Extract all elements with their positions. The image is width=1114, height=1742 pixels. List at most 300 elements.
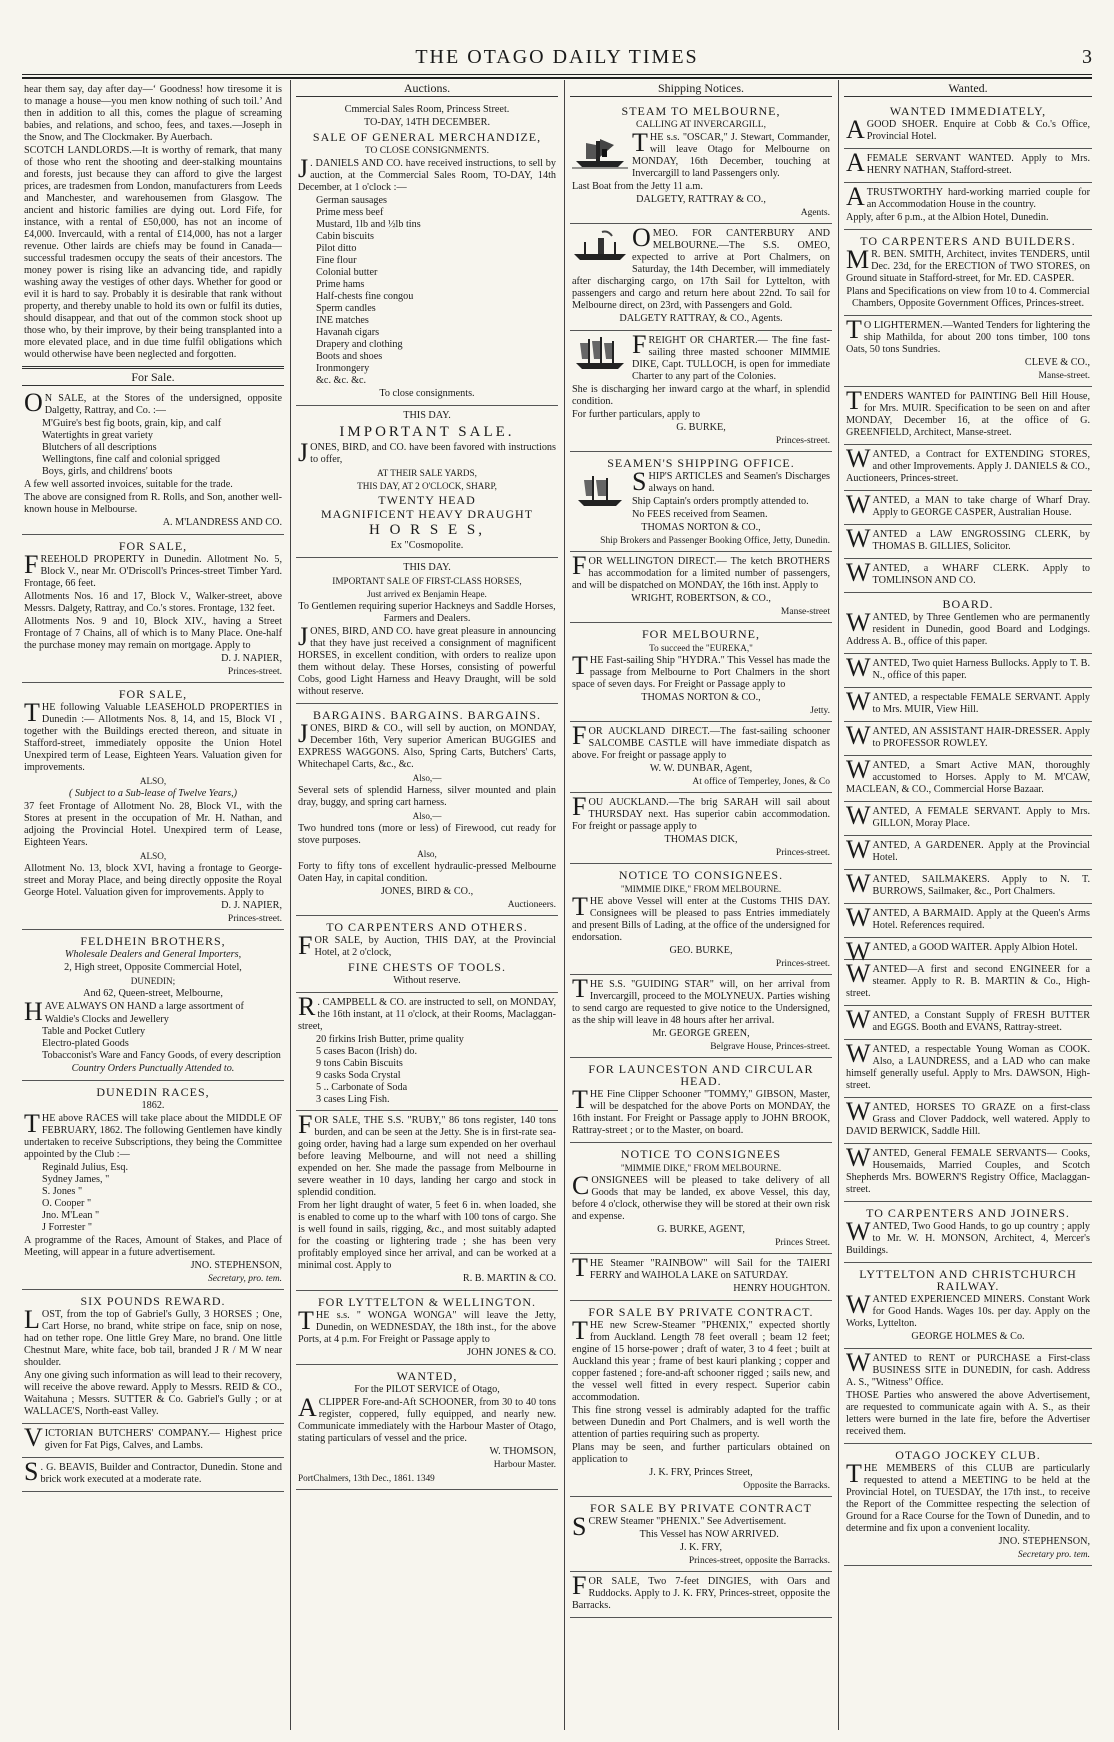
drop-cap: O bbox=[24, 388, 43, 417]
ad-wharf-clerk bbox=[844, 559, 1092, 593]
column-3 bbox=[570, 80, 832, 1730]
column-2 bbox=[296, 80, 558, 1730]
ad-painting-tenders bbox=[844, 387, 1092, 445]
ad-title: DUNEDIN RACES, bbox=[96, 1085, 210, 1099]
ad-title: IMPORTANT SALE. bbox=[339, 424, 515, 440]
ad-title: IMPORTANT SALE OF FIRST-CLASS HORSES, bbox=[332, 576, 522, 586]
ad-text: ONES, BIRD, and CO. have been favored with instructions to offer, bbox=[310, 442, 556, 465]
ad-also: ALSO, bbox=[139, 851, 167, 861]
ad-title: BARGAINS. BARGAINS. BARGAINS. bbox=[312, 708, 542, 722]
ad-footer: To close consignments. bbox=[379, 388, 475, 399]
article-scotch-landlords: SCOTCH LANDLORDS.—It is worthy of remark, that many of those who rent the shooting and deer-stalking mountains and forests, just because they can afford to give the largest prices, are tradesmen from London, manufacturers from Leeds and Manchester, and warehousemen from Glasgow. The ancient and historic families are dying out. Lord Fife, for instance, with a rental of £50,000, has not an income of £4,000. Invercauld, with a rental of £14,000, has not a larger revenue. Other lairds are chiefs may be found in Canada—successful tradesmen occupy the seats of their ancestors. The money power is rising like an advancing tide, and rapidly washing away the vestiges of other days. Whether for good or evil it is hard to say. Probably it is desirable that rank without property, and thereby unable to hold its own or fulfil its duties, should disappear, and that out of the common stock shoot up those who, by their improve, by their being transplanted into a more elevated place, and in due time fulfil obligations which would otherwise have been neglected and forgotten. bbox=[24, 145, 282, 360]
drop-cap: M bbox=[846, 245, 870, 274]
ad-text: ONSIGNEES will be pleased to take delivery of all Goods that may be landed, ex above Vessel, this day, before 4 o'clock, otherwise they will be stored at their own risk and expense. bbox=[572, 1175, 830, 1222]
article-continuation bbox=[22, 80, 284, 369]
drop-cap: L bbox=[24, 1305, 40, 1334]
ad-text: HE MEMBERS of this CLUB are particularly requested to attend a MEETING to be held at the Provincial Hotel, on TUESDAY, the 17th inst., to receive the Report of the Committee respecting the selection of Ground for a Race Course for the Town of Dunedin, and to determine and fix upon a convenient locality. bbox=[846, 1463, 1090, 1534]
ad-text: A few well assorted invoices, suitable for the trade. bbox=[24, 479, 233, 490]
ad-text: ANTED, a respectable FEMALE SERVANT. Apply to Mrs. MUIR, View Hill. bbox=[872, 692, 1090, 715]
drop-cap: W bbox=[846, 558, 871, 587]
ad-female-servants-general bbox=[844, 1144, 1092, 1202]
ad-pilot-schooner bbox=[296, 1365, 558, 1490]
ad-launceston bbox=[570, 1058, 832, 1143]
ad-lightermen bbox=[844, 316, 1092, 387]
drop-cap: T bbox=[24, 698, 40, 727]
ad-signature: W. THOMSON, bbox=[489, 1446, 556, 1457]
ad-signature: GEORGE HOLMES & Co. bbox=[911, 1331, 1025, 1342]
ad-text: ANTED, a Constant Supply of FRESH BUTTER and EGGS. Booth and EVANS, Rattray-street. bbox=[872, 1010, 1090, 1033]
ad-address: Princes-street. bbox=[227, 914, 282, 924]
ad-title: SALE OF GENERAL MERCHANDIZE, bbox=[312, 130, 542, 144]
drop-cap: W bbox=[846, 937, 871, 966]
ad-text: HE Steamer "RAINBOW" will Sail for the TAIERI FERRY and WAIHOLA LAKE on SATURDAY. bbox=[589, 1258, 830, 1281]
ad-railway-miners bbox=[844, 1263, 1092, 1349]
ad-subtitle: For the PILOT SERVICE of Otago, bbox=[354, 1384, 500, 1395]
ad-text: R. BEN. SMITH, Architect, invites TENDERS, until Dec. 23d, for the ERECTION of TWO STORES, on Ground situate in Stafford-street, for Mr. ED. CASPER. bbox=[846, 249, 1090, 284]
ad-phoenix-arrived bbox=[570, 1497, 832, 1572]
ad-address: Secretary pro. tem. bbox=[1017, 1550, 1090, 1560]
drop-cap: W bbox=[846, 444, 871, 473]
ad-omeo bbox=[570, 224, 832, 331]
ad-rainbow bbox=[570, 1254, 832, 1301]
ad-signature: GEO. BURKE, bbox=[669, 945, 733, 956]
drop-cap: T bbox=[846, 315, 862, 344]
ad-also: ALSO, bbox=[139, 776, 167, 786]
page-number: 3 bbox=[1082, 46, 1092, 68]
drop-cap: T bbox=[572, 1253, 588, 1282]
ad-subtitle: Ex "Cosmopolite. bbox=[390, 540, 464, 551]
ad-text: MEO. FOR CANTERBURY AND MELBOURNE.—The S.S. OMEO, expected to arrive at Port Chalmers, on Saturday, the 14th December, will immediately after discharging cargo, on 17th Sail for Lyttelton, with passengers and cargo and return here about 22nd. To sail for Melbourne direct, on 23rd, with Passengers and Gold. bbox=[572, 228, 830, 311]
drop-cap: T bbox=[572, 1316, 588, 1345]
ad-address: Ship Brokers and Passenger Booking Office, Jetty, Dunedin. bbox=[600, 536, 830, 546]
article-text: hear them say, day after day—‘ Goodness! how tiresome it is to manage a house—you men know nothing of such toil.’ And then in addition to all this, comes the plague of screaming babies, and relations, and schoo, fees, and taxes.—Joseph in the Snow, and The Clockmaker. By Auerbach. bbox=[24, 84, 282, 143]
ad-footer: PortChalmers, 13th Dec., 1861. 1349 bbox=[298, 1473, 435, 1483]
ad-female-servant-3 bbox=[844, 802, 1092, 836]
ad-title: WANTED IMMEDIATELY, bbox=[889, 104, 1047, 118]
ad-text: ONES, BIRD & CO., will sell by auction, on MONDAY, December 16th, Very superior American BUGGIES and EXPRESS WAGGONS. Also, Spring Carts, Butchers' Carts, Whitechapel Carts, &c., &c. bbox=[298, 723, 556, 770]
ad-title: BOARD. bbox=[942, 597, 994, 611]
ad-text: Allotments Nos. 16 and 17, Block V., Walker-street, above Messrs. Dalgety, Rattray, and Co.'s stores. Frontage, 132 feet. bbox=[24, 591, 282, 614]
ad-wharf-dray bbox=[844, 491, 1092, 525]
ad-text: HE s.s. "OSCAR," J. Stewart, Commander, will leave Otago for Melbourne on MONDAY, 16th December, touching at Invercargill to land Passengers only. bbox=[632, 132, 830, 179]
ad-ss-ruby bbox=[296, 1111, 558, 1291]
ad-text: ANTED, a WHARF CLERK. Apply to TOMLINSON AND CO. bbox=[872, 563, 1090, 586]
ad-title: FOR SALE, bbox=[118, 539, 188, 553]
ad-list: 20 firkins Irish Butter, prime quality 5 cases Bacon (Irish) do. 9 tons Cabin Biscuits 9 casks Soda Crystal 5 .. Carbonate of Soda 3 cases Ling Fish. bbox=[316, 1034, 464, 1105]
drop-cap: T bbox=[298, 1306, 314, 1335]
ad-text: ANTED—A first and second ENGINEER for a steamer. Apply to R. B. MARTIN & Co., High-street. bbox=[846, 964, 1090, 999]
ad-text: REEHOLD PROPERTY in Dunedin. Allotment No. 5, Block V., near Mr. O'Driscoll's Princes-street Timber Yard. Frontage, 66 feet. bbox=[24, 554, 282, 589]
ad-text: ANTED, by Three Gentlemen who are permanently resident in Dunedin, good Board and Lodgings. Address A. B., office of this paper. bbox=[846, 612, 1090, 647]
ad-also: Also, bbox=[417, 849, 437, 859]
ad-signature: Mr. GEORGE GREEN, bbox=[652, 1028, 750, 1039]
ad-text: OR SALE, by Auction, THIS DAY, at the Provincial Hotel, at 2 o'clock, bbox=[314, 935, 556, 958]
ad-footer: Country Orders Punctually Attended to. bbox=[71, 1063, 235, 1074]
ad-text: ANTED, AN ASSISTANT HAIR-DRESSER. Apply to PROFESSOR ROWLEY. bbox=[872, 726, 1090, 749]
ad-text: OR WELLINGTON DIRECT.— The ketch BROTHERS has accommodation for a limited number of passengers, and will be dispatched on MONDAY, the 16th inst. Apply to bbox=[572, 556, 830, 591]
ad-address: Princes-street. bbox=[775, 959, 830, 969]
ad-freight-or-charter bbox=[570, 331, 832, 452]
ad-barmaid bbox=[844, 904, 1092, 938]
drop-cap: F bbox=[572, 792, 587, 821]
ad-text: Last Boat from the Jetty 11 a.m. bbox=[572, 181, 703, 192]
ad-text: Ship Captain's orders promptly attended to. bbox=[632, 496, 809, 507]
ad-text: GOOD SHOER. Enquire at Cobb & Co.'s Office, Provincial Hotel. bbox=[866, 119, 1090, 142]
section-heading-shipping-notices: Shipping Notices. bbox=[570, 82, 832, 97]
drop-cap: W bbox=[846, 1143, 871, 1172]
drop-cap: T bbox=[24, 1109, 40, 1138]
ad-phoenix-contract bbox=[570, 1301, 832, 1497]
drop-cap: W bbox=[846, 869, 871, 898]
ad-text: ANTED, SAILMAKERS. Apply to N. T. BURROWS, Sailmaker, &c., Port Chalmers. bbox=[872, 874, 1090, 897]
drop-cap: F bbox=[572, 721, 587, 750]
drop-cap: C bbox=[572, 1171, 590, 1200]
ad-cook bbox=[844, 1040, 1092, 1098]
ad-address: Agents. bbox=[800, 208, 830, 218]
ad-feldhein-brothers bbox=[22, 930, 284, 1081]
ad-title: FOR SALE BY PRIVATE CONTRACT bbox=[589, 1501, 813, 1515]
ad-text: She is discharging her inward cargo at the wharf, in splendid condition. bbox=[572, 384, 830, 407]
ad-bargains bbox=[296, 704, 558, 916]
drop-cap: W bbox=[846, 608, 871, 637]
ad-chests-of-tools bbox=[296, 916, 558, 993]
ad-subtitle: Cmmercial Sales Room, Princess Street. bbox=[344, 104, 510, 115]
drop-cap: T bbox=[572, 651, 588, 680]
ad-signature: DALGETY, RATTRAY & CO., bbox=[636, 194, 766, 205]
ad-title: NOTICE TO CONSIGNEES bbox=[620, 1147, 782, 1161]
drop-cap: A bbox=[298, 1393, 317, 1422]
ad-title: FOR SALE BY PRIVATE CONTRACT. bbox=[588, 1305, 814, 1319]
ad-subtitle: CALLING AT INVERCARGILL, bbox=[636, 120, 766, 130]
ad-also: Also,— bbox=[412, 773, 442, 783]
ad-text: ANTED, a GOOD WAITER. Apply Albion Hotel. bbox=[872, 942, 1078, 953]
sailing-ship-icon bbox=[572, 472, 628, 510]
drop-cap: J bbox=[298, 154, 309, 183]
ad-business-site bbox=[844, 1349, 1092, 1444]
ad-engineer bbox=[844, 960, 1092, 1006]
ad-text: ANTED a LAW ENGROSSING CLERK, by THOMAS B. GILLIES, Solicitor. bbox=[872, 529, 1090, 552]
ad-text: Plans may be seen, and further particulars obtained on application to bbox=[572, 1442, 830, 1465]
ad-freehold-sale bbox=[22, 535, 284, 683]
ad-general-merchandize bbox=[296, 100, 558, 406]
section-heading-for-sale: For Sale. bbox=[22, 371, 284, 386]
ad-address: At office of Temperley, Jones, & Co bbox=[692, 777, 830, 787]
ad-text: . CAMPBELL & CO. are instructed to sell, on MONDAY, the 16th instant, at 11 o'clock, at their Rooms, Maclaggan-street, bbox=[298, 997, 556, 1032]
ad-extending-stores bbox=[844, 445, 1092, 491]
ad-text: 37 feet Frontage of Allotment No. 28, Block VI., with the Stores at present in the occupation of Mr. H. Nathan, and adjoing the Provincial Hotel. Unexpired term of Lease, Eighteen Years. bbox=[24, 801, 282, 848]
ad-text: ENDERS WANTED for PAINTING Bell Hill House, for Mrs. MUIR. Specification to be seen on and after MONDAY, December 16, at the office of G. GREENFIELD, Architect, Manse-street. bbox=[846, 391, 1090, 438]
ad-guiding-star bbox=[570, 975, 832, 1058]
ad-address: Princes-street. bbox=[227, 667, 282, 677]
ad-address: Manse-street bbox=[780, 607, 830, 617]
drop-cap: T bbox=[572, 1085, 588, 1114]
ad-subtitle: To Gentlemen requiring superior Hackneys and Saddle Horses, Farmers and Dealers. bbox=[298, 601, 556, 624]
ad-subtitle: This Vessel has NOW ARRIVED. bbox=[639, 1529, 779, 1540]
ad-subtitle: Without reserve. bbox=[393, 975, 461, 986]
ad-address: Princes Street. bbox=[775, 1238, 830, 1248]
ad-title: STEAM TO MELBOURNE, bbox=[621, 104, 781, 118]
ad-text: HE following Valuable LEASEHOLD PROPERTIES in Dunedin :— Allotments Nos. 8, 14, and 15, Block VI , together with the Buildings erected thereon, and situate in Stafford-street, immediately opposite the Union Hotel Unexpired term of Lease, Eighteen Years. Valuation given for improvements. bbox=[24, 702, 282, 773]
drop-cap: W bbox=[846, 687, 871, 716]
ad-signature: D. J. NAPIER, bbox=[221, 653, 282, 664]
drop-cap: F bbox=[298, 1110, 313, 1139]
drop-cap: J bbox=[298, 622, 309, 651]
ad-title: FOR MELBOURNE, bbox=[641, 627, 760, 641]
drop-cap: F bbox=[572, 551, 587, 580]
ad-waiter bbox=[844, 937, 1092, 966]
ad-text: HE new Screw-Steamer "PHŒNIX," expected shortly from Auckland. Length 78 feet overall ; beam 12 feet; engine of 15 horse-power ; draft of water, 3 to 4 feet ; built at Auckland this year ; frame of best kauri planking ; copper and copper fastened ; fore-and-aft schooner rigged ; sails new, and the vessel well fitted in every respect. Superior cabin accommodation. bbox=[572, 1320, 830, 1403]
ad-text: ICTORIAN BUTCHERS' COMPANY.— Highest price given for Fat Pigs, Calves, and Lambs. bbox=[44, 1428, 282, 1451]
drop-cap: W bbox=[846, 1348, 871, 1377]
ad-signature: THOMAS DICK, bbox=[664, 834, 738, 845]
ad-signature: J. K. FRY, bbox=[680, 1542, 722, 1553]
ad-text: For further particulars, apply to bbox=[572, 409, 701, 420]
ad-text: ANTED, a MAN to take charge of Wharf Dray. Apply to GEORGE CASPER, Australian House. bbox=[872, 495, 1090, 518]
drop-cap: S bbox=[632, 467, 647, 496]
ad-title: TO CARPENTERS AND BUILDERS. bbox=[860, 234, 1076, 248]
ad-text: OU AUCKLAND.—The brig SARAH will sail about THURSDAY next. Has superior cabin accommodation. For freight or passage apply to bbox=[572, 797, 830, 832]
ad-signature: G. BURKE, bbox=[676, 422, 726, 433]
ad-address: Opposite the Barracks. bbox=[743, 1481, 830, 1491]
ad-address: Belgrave House, Princes-street. bbox=[710, 1042, 830, 1052]
ad-subtitle: TO-DAY, 14TH DECEMBER. bbox=[363, 117, 491, 128]
ad-text: ANTED, Two quiet Harness Bullocks. Apply to T. B. N., office of this paper. bbox=[872, 658, 1090, 681]
ad-title: FOR LYTTELTON & WELLINGTON. bbox=[317, 1295, 536, 1309]
ad-title: WANTED, bbox=[396, 1369, 458, 1383]
ad-auckland-direct bbox=[570, 722, 832, 793]
ad-text: From her light draught of water, 5 feet 6 in. when loaded, she is enabled to come up to the wharf with 100 tons of cargo. She is well found in sails, rigging, &c., and most suitably adapted for the coasting or lightering trade ; she has been very profitably employed since her arrival, and can be worked at a minimal cost. Apply to bbox=[298, 1200, 556, 1271]
drop-cap: F bbox=[298, 931, 313, 960]
ad-text: Any one giving such information as will lead to their recovery, will receive the above reward. Apply to Messrs. REID & CO., Waitahuna ; Messrs. SUTTER & Co. Gabriel's Gully ; or at WALLACE'S, North-east Valley. bbox=[24, 1370, 282, 1417]
ad-text: HE Fine Clipper Schooner "TOMMY," GIBSON, Master, will be despatched for the above Ports on MONDAY, the 16th instant. For Freight or Passage apply to JOHN BROOK, Rattray-street ; or to the Master, on board. bbox=[572, 1089, 830, 1136]
ad-list: M'Guire's best fig boots, grain, kip, and calf Watertights in great variety Blutchers of all descriptions Wellingtons, fine calf and colonial sprigged Boys, girls, and childrens' boots bbox=[42, 418, 222, 477]
ad-notice-to-consignees bbox=[570, 864, 832, 975]
ad-signature: DALGETY RATTRAY, & CO., Agents. bbox=[619, 313, 783, 324]
ad-signature: THOMAS NORTON & CO., bbox=[641, 692, 761, 703]
columns bbox=[22, 80, 1092, 1730]
ad-subtitle: TO CLOSE CONSIGNMENTS. bbox=[364, 146, 490, 156]
ad-text: HE s.s. " WONGA WONGA" will leave the Jetty, Dunedin, on WEDNESDAY, the 18th inst., for the above Ports, at 4 p.m. For Freight or Passage apply to bbox=[298, 1310, 556, 1345]
drop-cap: W bbox=[846, 755, 871, 784]
drop-cap: S bbox=[572, 1512, 587, 1541]
ad-year: 1862. bbox=[141, 1100, 165, 1111]
ad-signature: R. B. MARTIN & CO. bbox=[462, 1273, 556, 1284]
ad-signature: W. W. DUNBAR, Agent, bbox=[649, 763, 753, 774]
ad-text: HE S.S. "GUIDING STAR" will, on her arrival from Invercargill, proceed to the MOLYNEUX. Parties wishing to send cargo are requested to give notice to the Undersigned, as the ship will leave in 48 hours after her arrival. bbox=[572, 979, 830, 1026]
drop-cap: H bbox=[24, 997, 43, 1026]
ad-list: Waldie's Clocks and Jewellery Table and Pocket Cutlery Electro-plated Goods Tobacconist's Ware and Fancy Goods, of every description bbox=[42, 1014, 281, 1061]
ad-address: Secretary, pro. tem. bbox=[208, 1274, 282, 1284]
drop-cap: F bbox=[632, 330, 647, 359]
ad-female-servant bbox=[844, 149, 1092, 183]
ad-first-class-horses bbox=[296, 558, 558, 704]
ad-subtitle: FINE CHESTS OF TOOLS. bbox=[348, 960, 506, 974]
drop-cap: O bbox=[632, 223, 651, 252]
ad-subtitle: THIS DAY. bbox=[403, 562, 451, 573]
ad-law-clerk bbox=[844, 525, 1092, 559]
drop-cap: W bbox=[846, 903, 871, 932]
ad-address: Jetty. bbox=[810, 706, 830, 716]
ad-text: CREW Steamer "PHENIX." See Advertisement. bbox=[588, 1516, 787, 1527]
drop-cap: W bbox=[846, 524, 871, 553]
ad-subtitle: H O R S E S, bbox=[368, 522, 486, 538]
ad-text: FEMALE SERVANT WANTED. Apply to Mrs. HENRY NATHAN, Stafford-street. bbox=[866, 153, 1090, 176]
ad-title: FELDHEIN BROTHERS, bbox=[80, 934, 226, 948]
ad-signature: HENRY HOUGHTON. bbox=[733, 1283, 830, 1294]
masthead-rule-thick bbox=[22, 77, 1092, 79]
ad-text: THOSE Parties who answered the above Advertisement, are requested to communicate again with A. S., as their letters were burned in the late fire, before the Advertiser received them. bbox=[846, 1390, 1090, 1437]
ad-subtitle: Wholesale Dealers and General Importers, bbox=[64, 949, 242, 960]
ad-signature: JONES, BIRD & CO., bbox=[380, 886, 474, 897]
ad-text: The above are consigned from R. Rolls, and Son, another well-known house in Melbourse. bbox=[24, 492, 282, 515]
ad-text: HE above RACES will take place about the MIDDLE OF FEBRUARY, 1862. The following Gentlemen have kindly undertaken to receive Subscriptions, they being the Committee appointed by the Club :— bbox=[24, 1113, 282, 1160]
newspaper-title: THE OTAGO DAILY TIMES bbox=[415, 46, 699, 68]
ad-wellington-direct bbox=[570, 552, 832, 623]
ad-text: Apply, after 6 p.m., at the Albion Hotel, Dunedin. bbox=[846, 212, 1049, 223]
ad-text: ANTED, General FEMALE SERVANTS— Cooks, Housemaids, Married Couples, and Scotch Shepherds Mrs. BOWERN'S Registry Office, Maclaggan-street. bbox=[846, 1148, 1090, 1195]
ad-boots-sale bbox=[22, 389, 284, 535]
ad-text: OR SALE, Two 7-feet DINGIES, with Oars and Ruddocks. Apply to J. K. FRY, Princes-street, opposite the Barracks. bbox=[572, 1576, 830, 1611]
drop-cap: W bbox=[846, 801, 871, 830]
ad-address: Princes-street. bbox=[775, 848, 830, 858]
ad-text: A programme of the Races, Amount of Stakes, and Place of Meeting, will appear in a future advertisement. bbox=[24, 1235, 282, 1258]
ad-text: Two hundred tons (more or less) of Firewood, cut ready for stove purposes. bbox=[298, 823, 556, 846]
ad-signature: JOHN JONES & CO. bbox=[467, 1347, 556, 1358]
drop-cap: W bbox=[846, 835, 871, 864]
ad-address: Harbour Master. bbox=[493, 1460, 556, 1470]
drop-cap: W bbox=[846, 721, 871, 750]
ad-signature: WRIGHT, ROBERTSON, & CO., bbox=[631, 593, 771, 604]
ad-female-servant-2 bbox=[844, 688, 1092, 722]
ad-text: ANTED EXPERIENCED MINERS. Constant Work for Good Hands. Wages 10s. per day. Apply on the Works, Lyttelton. bbox=[846, 1294, 1090, 1329]
ad-hairdresser bbox=[844, 722, 1092, 756]
ad-important-sale-horses bbox=[296, 406, 558, 558]
ad-text: This fine strong vessel is admirably adapted for the traffic between Dunedin and Port Chalmers, and is well worth the attention of parties requiring such as property. bbox=[572, 1405, 830, 1440]
ad-address: Manse-street. bbox=[1038, 371, 1090, 381]
ad-text: ANTED, A FEMALE SERVANT. Apply to Mrs. GILLON, Moray Place. bbox=[872, 806, 1090, 829]
ad-title: OTAGO JOCKEY CLUB. bbox=[895, 1448, 1041, 1462]
ad-subtitle: DUNEDIN; bbox=[130, 976, 176, 986]
ad-notice-consignees-2 bbox=[570, 1143, 832, 1254]
ad-text: . G. BEAVIS, Builder and Contractor, Dunedin. Stone and brick work executed at a moderate rate. bbox=[40, 1462, 282, 1485]
section-heading-wanted: Wanted. bbox=[844, 82, 1092, 97]
ad-subtitle: And 62, Queen-street, Melbourne, bbox=[83, 988, 223, 999]
drop-cap: W bbox=[846, 653, 871, 682]
ad-signature: CLEVE & CO., bbox=[1024, 357, 1090, 368]
ad-text: O LIGHTERMEN.—Wanted Tenders for lightering the ship Mathilda, for about 200 tons timber, 100 tons Oats, 50 tons Sundries. bbox=[846, 320, 1090, 355]
ad-address: Princes-street, opposite the Barracks. bbox=[688, 1556, 830, 1566]
ad-text: OR SALE, THE S.S. "RUBY," 86 tons register, 140 tons burden, and can be seen at the Jetty. She is in first-rate sea-going order, having had a large sum expended on her overhaul before leaving Melbourne, and will not need a shilling expended on her. She made the passage from Melbourne in severe weather in 10 days, landing her cargo and stock in splendid condition. bbox=[298, 1115, 556, 1198]
drop-cap: F bbox=[24, 550, 39, 579]
masthead-rule bbox=[22, 74, 1092, 75]
ad-subtitle: THIS DAY, AT 2 O'CLOCK, SHARP, bbox=[357, 481, 497, 491]
drop-cap: A bbox=[846, 182, 865, 211]
drop-cap: R bbox=[298, 992, 316, 1021]
drop-cap: J bbox=[298, 438, 309, 467]
ad-title: TO CARPENTERS AND JOINERS. bbox=[866, 1206, 1070, 1220]
ad-dunedin-races bbox=[22, 1081, 284, 1290]
ad-text: OST, from the top of Gabriel's Gully, 3 HORSES ; One, Cart Horse, no brand, white stripe on face, snip on nose, had on tether rope. One little Grey Mare, no brand. One little Chestnut Mare, white face, bob tail, branded J R / M W near shoulder. bbox=[24, 1309, 282, 1368]
drop-cap: W bbox=[846, 490, 871, 519]
ad-text: OR AUCKLAND DIRECT.—The fast-sailing schooner SALCOMBE CASTLE will have immediate dispatch as above. For freight or passage apply to bbox=[572, 726, 830, 761]
ad-sarah-auckland bbox=[570, 793, 832, 864]
ad-text: N SALE, at the Stores of the undersigned, opposite Dalgetty, Rattray, and Co. :— bbox=[44, 393, 282, 416]
ad-text: . DANIELS AND CO. have received instructions, to sell by auction, at the Commercial Sales Room, TO-DAY, 14th December, at 1 o'clock :— bbox=[298, 158, 556, 193]
ad-wonga-wonga bbox=[296, 1291, 558, 1365]
steamship-icon bbox=[572, 133, 628, 171]
ad-beavis-builder bbox=[22, 1458, 284, 1492]
ad-text: Plans and Specifications on view from 10 to 4. Commercial Chambers, Opposite Government Offices, Princes-street. bbox=[846, 286, 1090, 309]
ad-subtitle: To succeed the "EUREKA," bbox=[649, 643, 753, 653]
ad-signature: A. M'LANDRESS AND CO. bbox=[162, 517, 282, 528]
column-4 bbox=[844, 80, 1092, 1730]
drop-cap: T bbox=[846, 1459, 862, 1488]
ad-signature: THOMAS NORTON & CO., bbox=[641, 522, 761, 533]
ad-carpenters-joiners bbox=[844, 1202, 1092, 1263]
ad-six-pounds-reward bbox=[22, 1290, 284, 1424]
ad-signature: J. K. FRY, Princes Street, bbox=[649, 1467, 753, 1478]
sailing-ship-icon bbox=[572, 335, 628, 373]
ad-butter-eggs bbox=[844, 1006, 1092, 1040]
ad-text: ANTED, a Contract for EXTENDING STORES, and other Improvements. Apply J. DANIELS & CO., Auctioneers, Princes-street. bbox=[846, 449, 1090, 484]
drop-cap: W bbox=[846, 1097, 871, 1126]
drop-cap: J bbox=[298, 719, 309, 748]
ad-title: FOR SALE, bbox=[118, 687, 188, 701]
ad-text: Allotment No. 13, block XVI, having a frontage to George-street and Moray Place, and being directly opposite the Royal George Hotel. Valuation given for improvements. Apply to bbox=[24, 863, 282, 898]
ad-list: Reginald Julius, Esq. Sydney James, " S. Jones " O. Cooper " Jno. M'Lean " J Forrester " bbox=[42, 1162, 129, 1233]
ad-text: ANTED to RENT or PURCHASE a First-class BUSINESS SITE in DUNEDIN, for cash. Address A. S., "Witness" Office. bbox=[846, 1353, 1090, 1388]
ad-text: HE above Vessel will enter at the Customs THIS DAY. Consignees will be pleased to pass Entries immediately and present Bills of Lading, at the office of the undersigned for endorsation. bbox=[572, 896, 830, 943]
ad-text: HE Fast-sailing Ship "HYDRA." This Vessel has made the passage from Melbourne to Port Chalmers in the short space of seven days. For Freight or Passage apply to bbox=[572, 655, 830, 690]
drop-cap: A bbox=[846, 148, 865, 177]
ad-address: Princes-street. bbox=[775, 436, 830, 446]
drop-cap: V bbox=[24, 1423, 43, 1452]
ad-text: ANTED, a respectable Young Woman as COOK. Also, a LAUNDRESS, and a LAD who can make himself generally useful. Apply to Mrs. DAWSON, High-street. bbox=[846, 1044, 1090, 1091]
ad-leasehold-sale bbox=[22, 683, 284, 930]
ad-list: German sausages Prime mess beef Mustard, 1lb and ½lb tins Cabin biscuits Pilot ditto Fine flour Colonial butter Prime hams Half-chests fine congou Sperm candles INE matches Havanah cigars Drapery and clothing Boots and shoes Ironmongery &c. &c. &c. bbox=[316, 195, 421, 386]
ad-seamens-shipping-office bbox=[570, 452, 832, 552]
ad-text: HIP'S ARTICLES and Seamen's Discharges always on hand. bbox=[648, 471, 830, 494]
steamship-icon bbox=[572, 228, 628, 266]
ad-address: Auctioneers. bbox=[507, 900, 556, 910]
ad-dingies bbox=[570, 1572, 832, 1618]
ad-sailmakers bbox=[844, 870, 1092, 904]
ad-text: ANTED, Two Good Hands, to go up country ; apply to Mr. W. H. MONSON, Architect, 4, Mercer's Buildings. bbox=[846, 1221, 1090, 1256]
ad-text: AVE ALWAYS ON HAND a large assortment of bbox=[44, 1001, 244, 1012]
ad-text: ANTED, HORSES TO GRAZE on a first-class Grass and Clover Paddock, well watered. Apply to DAVID BERWICK, Saddle Hill. bbox=[846, 1102, 1090, 1137]
section-heading-auctions: Auctions. bbox=[296, 82, 558, 97]
ad-text: ANTED, a Smart Active MAN, thoroughly accustomed to Horses. Apply to M. M'CAW, MACLEAN, & CO., Commercial Horse Bazaar. bbox=[846, 760, 1090, 795]
ad-hydra bbox=[570, 623, 832, 722]
drop-cap: F bbox=[572, 1571, 587, 1600]
ad-title: SIX POUNDS REWARD. bbox=[80, 1294, 226, 1308]
drop-cap: A bbox=[846, 115, 865, 144]
drop-cap: W bbox=[846, 1290, 871, 1319]
ad-text: CLIPPER Fore-and-Aft SCHOONER, from 30 to 40 tons register, coppered, fully equipped, and nearly new. Communicate immediately with the Harbour Master of Otago, stating particulars of vessel and the price. bbox=[298, 1397, 556, 1444]
ad-also: Also,— bbox=[412, 811, 442, 821]
ad-text: ONES, BIRD, AND CO. have great pleasure in announcing that they have just received a consignment of magnificent HORSES, in excellent condition, with orders to realize upon them without delay. These Horses, consisting of powerful Cobs, good Light Harness and Heavy Draught, will be sold without reserve. bbox=[298, 626, 556, 697]
ad-title: SEAMEN'S SHIPPING OFFICE. bbox=[607, 456, 795, 470]
ad-subtitle: "MIMMIE DIKE," FROM MELBOURNE. bbox=[620, 1163, 782, 1173]
ad-carpenters-builders bbox=[844, 230, 1092, 316]
ad-text: Allotments Nos. 9 and 10, Block XIV., having a Street Frontage of 7 Chains, all of which is to Many Place. One-half the purchase money may remain on mortgage. Apply to bbox=[24, 616, 282, 651]
drop-cap: W bbox=[846, 1005, 871, 1034]
drop-cap: W bbox=[846, 1217, 871, 1246]
ad-title: NOTICE TO CONSIGNEES. bbox=[618, 868, 784, 882]
ad-harness-bullocks bbox=[844, 654, 1092, 688]
ad-text: ANTED, A GARDENER. Apply at the Provincial Hotel. bbox=[872, 840, 1090, 863]
column-1 bbox=[22, 80, 284, 1730]
